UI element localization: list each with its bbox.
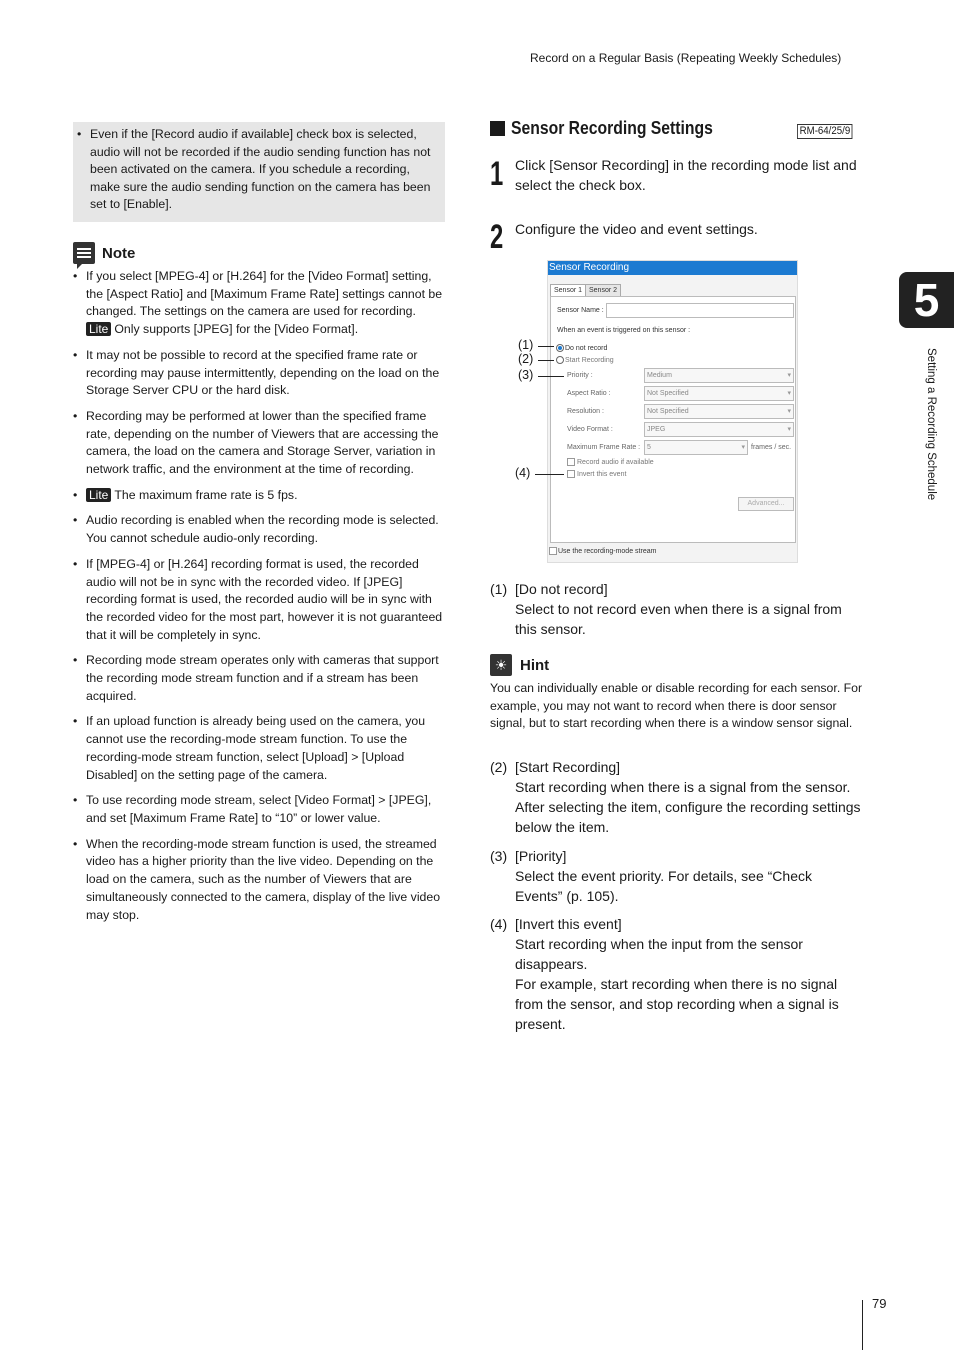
frame-rate-unit: frames / sec. <box>751 444 792 451</box>
note-item: • When the recording-mode stream function is used, the streamed video has a higher priority than the live video. Depending on the load on the camera, such as the number of Viewers that are simultaneously connected to the camera, display of the live video may stop. <box>73 836 445 925</box>
use-stream-checkbox[interactable] <box>549 547 557 555</box>
note-item-text: The maximum frame rate is 5 fps. <box>114 487 298 502</box>
note-item-text: Only supports [JPEG] for the [Video Format]. <box>114 322 359 337</box>
note-list <box>73 268 445 932</box>
priority-select[interactable]: Medium ▾ <box>644 368 794 383</box>
do-not-record-label: Do not record <box>565 345 608 352</box>
dialog-title: Sensor Recording <box>548 261 798 275</box>
caution-item: • Even if the [Record audio if available] check box is selected, audio will not be recorded if the audio sending function has not been activated on the camera. If you schedule a recording, make sure the audio sending function on the camera has been set to [Enable]. <box>73 126 441 214</box>
item-description: Start recording when there is a signal from the sensor. After selecting the item, configure the recording settings below the item. <box>515 779 861 835</box>
callout-line <box>538 360 554 361</box>
video-format-label: Video Format : <box>567 426 613 433</box>
note-heading <box>73 242 135 264</box>
square-bullet-icon <box>490 121 505 136</box>
item-description: Select the event priority. For details, see “Check Events” (p. 105). <box>515 868 812 904</box>
item-title: [Do not record] <box>515 581 608 597</box>
item-description: Select to not record even when there is a signal from this sensor. <box>515 601 842 637</box>
aspect-ratio-select[interactable]: Not Specified ▾ <box>644 386 794 401</box>
callout-label: (1) <box>518 338 534 352</box>
video-format-select[interactable]: JPEG ▾ <box>644 422 794 437</box>
note-item: • It may not be possible to record at the specified frame rate or recording may pause intermittently, depending on the load on the Storage Server CPU or the hard disk. <box>73 347 445 400</box>
item-title: [Start Recording] <box>515 759 621 775</box>
note-item: • Recording may be performed at lower than the specified frame rate, depending on the number of Viewers that are accessing the camera, the load on the camera and Storage Server, variation in network traffic, and the environment at the time of recording. <box>73 408 445 479</box>
sensor-name-label: Sensor Name : <box>557 307 604 314</box>
running-header: Record on a Regular Basis (Repeating Weekly Schedules) <box>530 51 842 65</box>
resolution-select[interactable]: Not Specified ▾ <box>644 404 794 419</box>
frame-rate-label: Maximum Frame Rate : <box>567 444 641 451</box>
start-recording-label: Start Recording <box>565 357 614 364</box>
item-title: [Priority] <box>515 848 567 864</box>
model-tag: RM-64/25/9 <box>797 124 853 139</box>
sensor-recording-dialog <box>547 260 798 563</box>
step-number: 1 <box>490 155 504 193</box>
note-item <box>73 268 445 339</box>
callout-label: (3) <box>518 368 534 382</box>
hint-heading <box>490 654 549 676</box>
invert-event-label: Invert this event <box>577 471 627 478</box>
callout-label: (2) <box>518 352 534 366</box>
item-number: (2) <box>490 759 508 775</box>
section-heading <box>490 117 748 139</box>
note-icon <box>73 242 95 264</box>
note-item: • If an upload function is already being used on the camera, you cannot use the recording-mode stream function. To use the recording-mode stream function, select [Upload] > [Upload Disabled] on the setting page of the camera. <box>73 713 445 784</box>
step-number: 2 <box>490 218 504 256</box>
invert-event-checkbox[interactable] <box>567 470 575 478</box>
item-number: (3) <box>490 848 508 864</box>
tab-sensor-1[interactable]: Sensor 1 <box>550 284 586 297</box>
hint-title: Hint <box>520 656 550 674</box>
hint-text: You can individually enable or disable recording for each sensor. For example, you may not want to record when there is door sensor signal, but to start recording when there is a window sensor signal. <box>490 681 863 731</box>
callout-line <box>535 474 564 475</box>
frame-rate-select[interactable]: 5 ▾ <box>644 440 748 455</box>
page-rule <box>862 1300 863 1350</box>
caution-box <box>73 122 445 222</box>
step-text: Click [Sensor Recording] in the recording mode list and select the check box. <box>515 157 857 193</box>
do-not-record-radio[interactable] <box>556 344 564 352</box>
note-item: • If [MPEG-4] or [H.264] recording format is used, the recorded audio will not be in sync with the recorded video. If [JPEG] recording format is used, the recorded audio will be in sync with the recorded video for the most part, however it is not guaranteed that it will be completely in sync. <box>73 556 445 645</box>
lite-badge: Lite <box>86 488 111 502</box>
aspect-ratio-label: Aspect Ratio : <box>567 390 611 397</box>
note-item: • Audio recording is enabled when the recording mode is selected. You cannot schedule audio-only recording. <box>73 512 445 547</box>
item-title: [Invert this event] <box>515 916 622 932</box>
tab-sensor-2[interactable]: Sensor 2 <box>585 284 621 297</box>
dialog-panel <box>550 296 796 543</box>
chapter-tab: 5 <box>899 272 954 328</box>
note-title: Note <box>102 244 136 262</box>
advanced-button[interactable]: Advanced... <box>738 497 794 511</box>
note-item: • Recording mode stream operates only with cameras that support the recording mode stream function and if a stream has been acquired. <box>73 652 445 705</box>
callout-line <box>538 346 554 347</box>
callout-label: (4) <box>515 466 531 480</box>
callout-line <box>538 376 564 377</box>
chapter-side-label: Setting a Recording Schedule <box>925 348 937 501</box>
step-text: Configure the video and event settings. <box>515 221 758 237</box>
note-item: • To use recording mode stream, select [Video Format] > [JPEG], and set [Maximum Frame Rate] to “10” or lower value. <box>73 792 445 827</box>
record-audio-checkbox[interactable] <box>567 458 575 466</box>
item-description: For example, start recording when there is no signal from the sensor, and stop recording when a signal is present. <box>515 976 839 1032</box>
note-item-text: If you select [MPEG-4] or [H.264] for the [Video Format] setting, the [Aspect Ratio] and [Maximum Frame Rate] settings cannot be changed. The settings on the camera are used for recording. <box>86 269 443 319</box>
item-number: (4) <box>490 916 508 932</box>
lightbulb-icon: ☀ <box>490 654 512 676</box>
record-audio-label: Record audio if available <box>577 459 654 466</box>
note-item <box>73 487 445 505</box>
start-recording-radio[interactable] <box>556 356 564 364</box>
lite-badge: Lite <box>86 322 111 336</box>
item-description: Start recording when the input from the sensor disappears. <box>515 936 803 972</box>
priority-label: Priority : <box>567 372 593 379</box>
section-title: Sensor Recording Settings <box>511 117 713 138</box>
item-number: (1) <box>490 581 508 597</box>
sensor-name-input[interactable] <box>606 303 794 318</box>
resolution-label: Resolution : <box>567 408 604 415</box>
event-label: When an event is triggered on this sensor : <box>557 327 691 334</box>
page-number: 79 <box>872 1296 887 1311</box>
use-stream-label: Use the recording-mode stream <box>558 548 657 555</box>
